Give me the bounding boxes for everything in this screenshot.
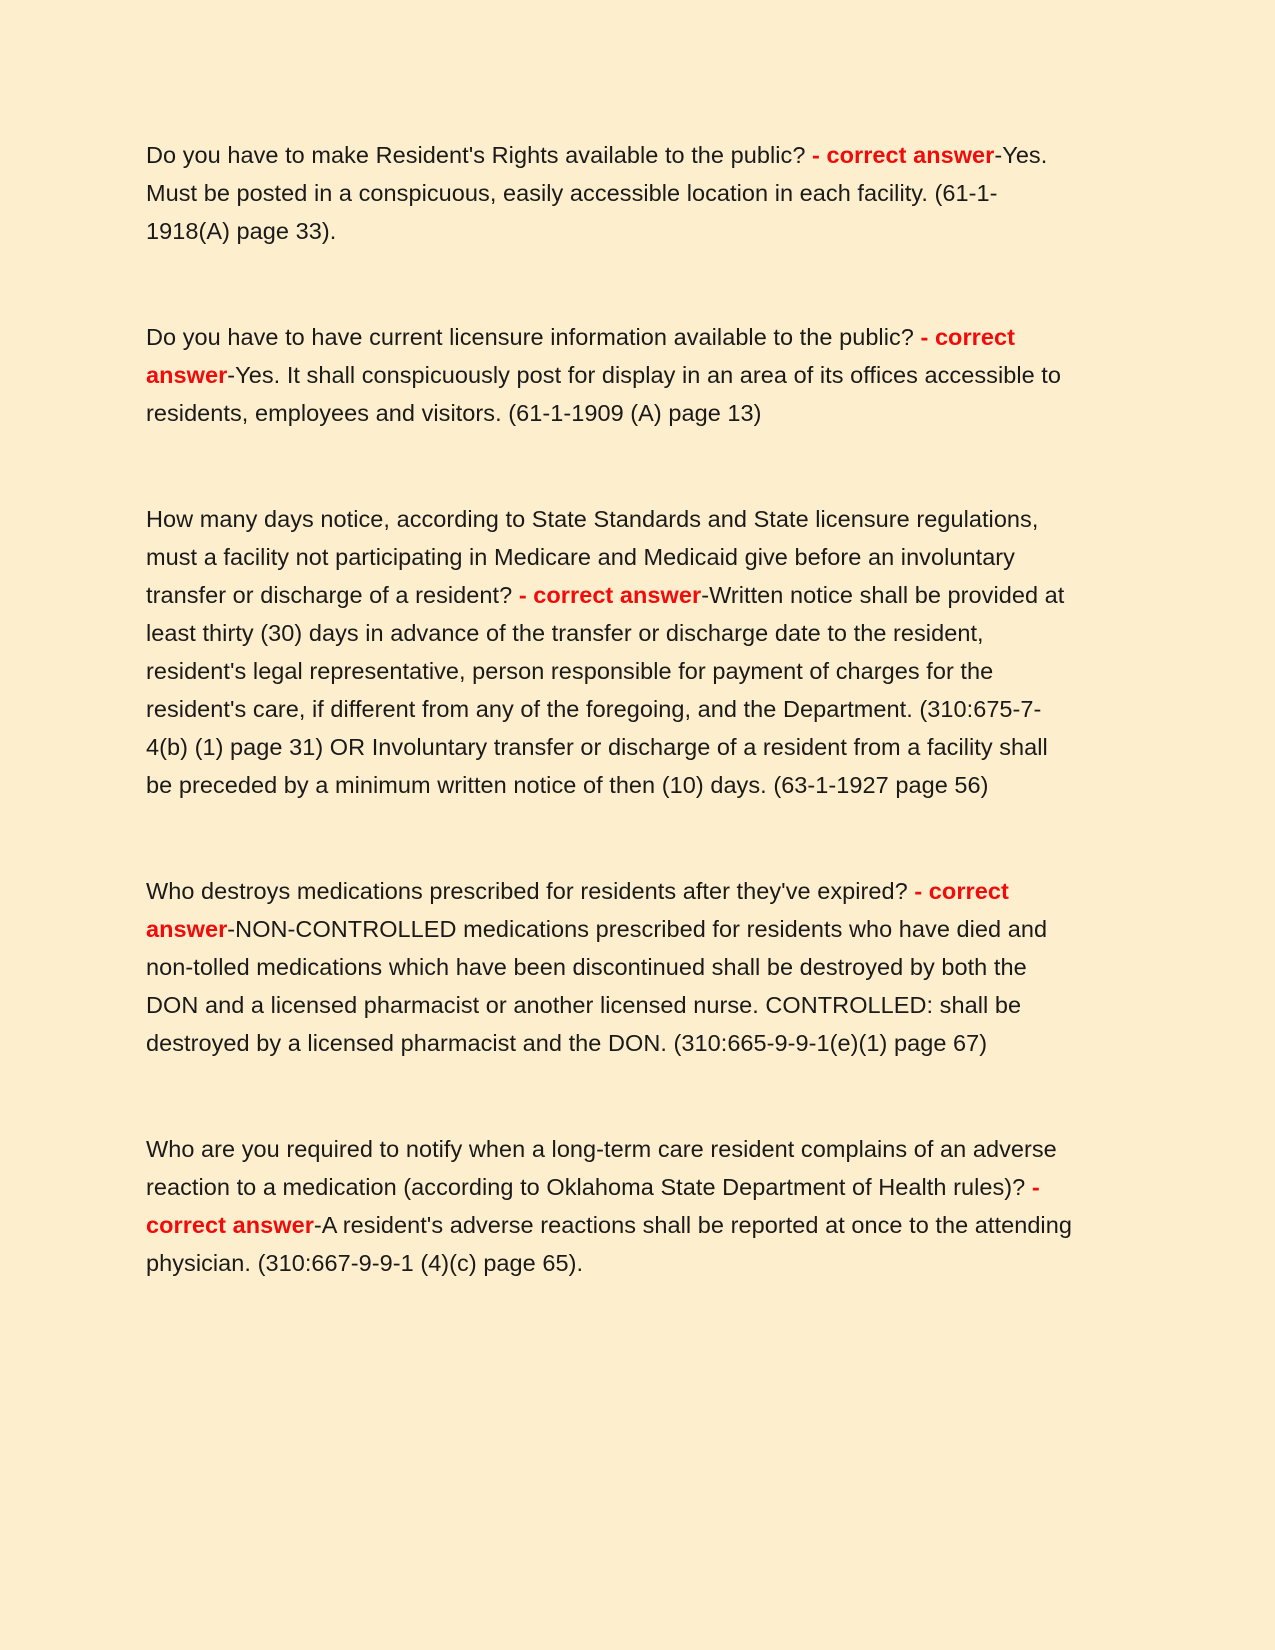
question-text: How many days notice, according to State Standards and State licensure regulations, must a facility not participating in Medicare and Medicaid give before an involuntary transfer or discharge of a resident? xyxy=(146,506,1039,608)
qa-block xyxy=(146,500,1076,804)
question-text: Do you have to make Resident's Rights available to the public? xyxy=(146,142,813,168)
answer-text: -NON-CONTROLLED medications prescribed for residents who have died and non-tolled medications which have been discontinued shall be destroyed by both the DON and a licensed pharmacist or another licensed nurse. CONTROLLED: shall be destroyed by a licensed pharmacist and the DON. (310:665-9-9-1(e)(1) page 67) xyxy=(146,916,1048,1056)
answer-text: -A resident's adverse reactions shall be reported at once to the attending physician. (310:667-9-9-1 (4)(c) page 65). xyxy=(146,1212,1072,1276)
correct-answer-marker: - correct answer xyxy=(146,1174,1040,1238)
answer-text: -Written notice shall be provided at least thirty (30) days in advance of the transfer or discharge date to the resident, resident's legal representative, person responsible for payment of charges for the resident's care, if different from any of the foregoing, and the Department. (310:675-7-4(b) (1) page 31) OR Involuntary transfer or discharge of a resident from a facility shall be preceded by a minimum written notice of then (10) days. (63-1-1927 page 56) xyxy=(146,582,1065,798)
question-text: Who are you required to notify when a long-term care resident complains of an adverse reaction to a medication (according to Oklahoma State Department of Health rules)? xyxy=(146,1136,1057,1200)
correct-answer-marker: - correct answer xyxy=(518,582,702,608)
question-text: Do you have to have current licensure information available to the public? xyxy=(146,324,921,350)
qa-block xyxy=(146,136,1076,250)
qa-block xyxy=(146,872,1076,1062)
qa-block xyxy=(146,318,1076,432)
answer-text: -Yes. It shall conspicuously post for display in an area of its offices accessible to residents, employees and visitors. (61-1-1909 (A) page 13) xyxy=(146,362,1062,426)
qa-list xyxy=(146,136,1129,1282)
correct-answer-marker: - correct answer xyxy=(812,142,995,168)
answer-text: -Yes. Must be posted in a conspicuous, easily accessible location in each facility. (61-1-1918(A) page 33). xyxy=(146,142,1048,244)
question-text: Who destroys medications prescribed for residents after they've expired? xyxy=(146,878,915,904)
correct-answer-marker: - correct answer xyxy=(146,324,1015,388)
correct-answer-marker: - correct answer xyxy=(146,878,1009,942)
qa-block xyxy=(146,1130,1076,1282)
